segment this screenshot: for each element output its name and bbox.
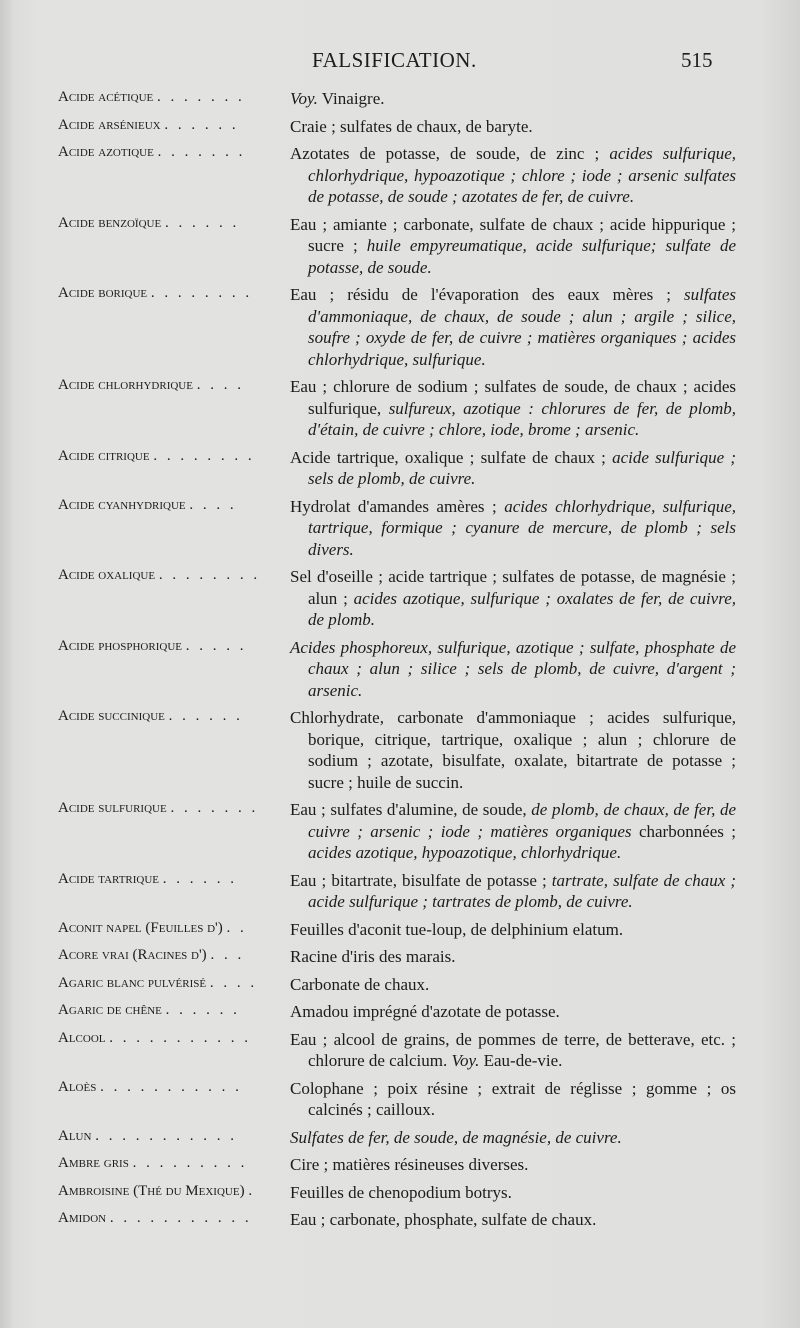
entry-leader-dots: . . . . . . . . [150,285,253,301]
definition-italic-segment: huile empyreumatique, acide sulfurique; sulfate de potasse, de soude. [308,236,736,277]
entry-leader-dots: . . . . [209,974,258,991]
entry-row [0,376,800,441]
entry-definition [290,496,736,561]
running-head: FALSIFICATION. [312,48,477,72]
definition-italic-segment: acide sulfurique ; sels de plomb, de cuivre. [308,447,737,488]
entry-definition [290,88,736,110]
entry-term [58,1030,283,1047]
entry-term [58,497,283,514]
entry-term [58,89,283,106]
entry-definition [290,447,736,490]
entry-leader-dots: . . . . . [185,637,247,654]
entry-row [0,1209,800,1231]
entry-definition [290,974,736,996]
entry-definition [290,919,736,941]
entry-leader-dots: . . . . . . . [157,144,246,160]
entry-definition [290,637,736,702]
entry-definition [290,799,736,864]
entry-row [0,1154,800,1176]
definition-italic-segment: acides sulfurique, chlorhydrique, hypoazotique ; chlore ; iode ; arsenic sulfates de potasse, de soude ; azotates de fer, de cuivre. [308,144,736,206]
definition-segment: Carbonate de chaux. [290,974,430,994]
entry-term-name: Acide arsénieux [58,116,161,133]
definition-segment: Eau ; bitartrate, bisulfate de potasse ; [290,870,552,890]
entry-definition [290,870,736,913]
entry-row [0,214,800,279]
entry-term [58,285,283,302]
entry-row [0,799,800,864]
entry-leader-dots: . . . . . . [162,870,238,887]
entry-row [0,946,800,968]
definition-segment: Racine d'iris des marais. [290,947,456,966]
entry-leader-dots: . . . . . . . . . [132,1155,248,1171]
definition-segment: Chlorhydrate, carbonate d'ammoniaque ; acides sulfurique, borique, citrique, tartrique, oxalique ; alun ; chlorure de sodium ; azotate, bisulfate, oxalate, bitartrate de potasse ; sucre ; huile de succin. [290,708,736,792]
definition-italic-segment: acides azotique, hypoazotique, chlorhydrique. [308,843,622,862]
entry-term [58,638,283,655]
definition-segment: Eau ; amiante ; carbonate, sulfate de chaux ; acide hippurique ; sucre ; [290,214,736,255]
entry-term-name: Aloès [58,1078,97,1095]
page-header [0,48,800,78]
entry-definition [290,143,736,208]
entry-term [58,377,283,394]
entry-leader-dots: . . . . [196,377,244,393]
entry-row [0,143,800,208]
entry-term [58,448,283,465]
entry-term-name: Acide chlorhydrique [58,377,193,393]
entry-term [58,1079,283,1096]
definition-segment: Craie ; sulfates de chaux, de baryte. [290,116,533,136]
entry-term [58,708,283,725]
entry-row [0,1001,800,1023]
entry-definition [290,1029,736,1072]
entry-leader-dots: . . . . . . . . . . . [109,1029,251,1046]
entry-leader-dots: . . . . . . . . [153,447,255,464]
entry-term-name: Alcool [58,1029,106,1046]
entry-term-name: Agaric de chêne [58,1002,162,1018]
definition-italic-segment: Sulfates de fer, de soude, de magnésie, de cuivre. [290,1127,622,1147]
entry-leader-dots: . . . . . . [164,214,240,231]
entry-definition [290,1001,736,1023]
definition-italic-segment: Acides phosphoreux, sulfurique, azotique ; sulfate, phosphate de chaux ; alun ; silice ; sels de plomb, de cuivre, d'argent ; arsenic. [290,637,736,700]
entry-leader-dots: . . . . . . [165,1002,240,1018]
definition-segment: Eau ; alcool de grains, de pommes de terre, de betterave, etc. ; chlorure de calcium. [290,1029,736,1070]
entry-term-name: Acide sulfurique [58,800,167,816]
entry-term-name: Acide phosphorique [58,637,182,654]
entry-definition [290,1154,736,1176]
entry-definition [290,566,736,631]
definition-segment: Eau ; sulfates d'alumine, de soude, [290,800,532,819]
definition-segment: Amadou imprégné d'azotate de potasse. [290,1002,560,1021]
definition-italic-segment: de plomb, de chaux, de fer, de cuivre ; arsenic ; iode ; matières organiques [308,800,736,841]
entry-row [0,116,800,138]
entry-term-name: Agaric blanc pulvérisé [58,974,207,991]
entry-term-name: Acore vrai (Racines d') [58,947,207,963]
entry-term-name: Ambroisine (Thé du Mexique) [58,1182,245,1199]
entry-leader-dots: . . . . . . . . . . . [109,1210,252,1226]
definition-segment: Colophane ; poix résine ; extrait de réglisse ; gomme ; os calcinés ; cailloux. [290,1078,736,1119]
entry-definition [290,707,736,793]
entry-leader-dots: . . [226,919,247,936]
definition-segment: charbonnées ; [631,821,736,841]
entry-term [58,975,283,992]
falsification-entries [0,88,800,1237]
entry-row [0,637,800,702]
definition-segment: Hydrolat d'amandes amères ; [290,496,505,516]
entry-term [58,947,283,964]
entry-term [58,567,283,584]
entry-term [58,1002,283,1019]
definition-segment: Acide tartrique, oxalique ; sulfate de chaux ; [290,447,613,467]
entry-leader-dots: . . . . . . . . [158,567,261,583]
entry-definition [290,1182,736,1204]
entry-term [58,117,283,134]
entry-row [0,496,800,561]
entry-term [58,1128,283,1145]
entry-term [58,920,283,937]
entry-term [58,1183,283,1200]
entry-term-name: Acide azotique [58,144,154,160]
entry-row [0,284,800,370]
entry-definition [290,1078,736,1121]
entry-row [0,1078,800,1121]
entry-definition [290,284,736,370]
definition-segment: Sel d'oseille ; acide tartrique ; sulfates de potasse, de magnésie ; alun ; [290,567,736,608]
entry-definition [290,214,736,279]
entry-term [58,1210,283,1227]
page-number: 515 [681,48,713,72]
definition-italic-segment: tartrate, sulfate de chaux ; acide sulfurique ; tartrates de plomb, de cuivre. [308,870,736,911]
entry-term-name: Ambre gris [58,1155,129,1171]
entry-term [58,871,283,888]
entry-term [58,800,283,817]
entry-term-name: Acide succinique [58,708,165,724]
definition-italic-segment: sulfureux, azotique : chlorures de fer, de plomb, d'étain, de cuivre ; chlore, iode, brome ; arsenic. [308,398,736,439]
definition-segment: Azotates de potasse, de soude, de zinc ; [290,144,610,163]
entry-row [0,1127,800,1149]
entry-row [0,974,800,996]
entry-term-name: Acide tartrique [58,870,160,887]
entry-term-name: Acide benzoïque [58,214,162,231]
definition-segment: Vinaigre. [317,89,385,108]
definition-italic-segment: acides azotique, sulfurique ; oxalates de fer, de cuivre, de plomb. [308,588,737,629]
definition-italic-segment: Voy. [451,1051,480,1070]
entry-term-name: Amidon [58,1210,107,1226]
definition-segment: Eau ; chlorure de sodium ; sulfates de soude, de chaux ; acides sulfurique, [290,377,736,418]
entry-term [58,144,283,161]
entry-definition [290,1209,736,1231]
definition-italic-segment: Voy. [290,89,318,108]
entry-leader-dots: . . . . . . . [170,800,259,816]
entry-leader-dots: . . . [210,947,245,963]
entry-row [0,447,800,490]
entry-definition [290,376,736,441]
entry-leader-dots: . . . . . . . . . . . [100,1078,242,1095]
entry-leader-dots: . . . . . . [164,116,239,133]
definition-segment: Feuilles d'aconit tue-loup, de delphinium elatum. [290,919,624,939]
entry-row [0,870,800,913]
definition-segment: Eau ; carbonate, phosphate, sulfate de chaux. [290,1210,597,1229]
entry-term-name: Acide borique [58,285,148,301]
definition-segment: Cire ; matières résineuses diverses. [290,1155,529,1174]
entry-leader-dots: . . . . . . . . . . . [95,1127,237,1144]
entry-row [0,88,800,110]
entry-row [0,919,800,941]
entry-term-name: Aconit napel (Feuilles d') [58,919,223,936]
entry-term [58,1155,283,1172]
entry-term [58,215,283,232]
definition-segment: Eau ; résidu de l'évaporation des eaux mères ; [290,285,685,304]
entry-term-name: Acide oxalique [58,567,156,583]
entry-definition [290,946,736,968]
entry-row [0,566,800,631]
entry-term-name: Acide acétique [58,89,154,105]
entry-row [0,707,800,793]
definition-segment: Feuilles de chenopodium botrys. [290,1182,512,1202]
entry-term-name: Alun [58,1127,92,1144]
entry-definition [290,1127,736,1149]
entry-leader-dots: . [248,1182,256,1199]
entry-definition [290,116,736,138]
definition-segment: Eau-de-vie. [479,1051,563,1070]
entry-leader-dots: . . . . . . . [157,89,245,105]
entry-term-name: Acide cyanhydrique [58,496,186,513]
entry-term-name: Acide citrique [58,447,150,464]
entry-row [0,1029,800,1072]
definition-italic-segment: acides chlorhydrique, sulfurique, tartrique, formique ; cyanure de mercure, de plomb ; sels divers. [308,496,736,559]
entry-leader-dots: . . . . [189,496,237,513]
entry-row [0,1182,800,1204]
definition-italic-segment: sulfates d'ammoniaque, de chaux, de soude ; alun ; argile ; silice, soufre ; oxyde de fer, de cuivre ; matières organiques ; acides chlorhydrique, sulfurique. [308,285,736,369]
entry-leader-dots: . . . . . . [168,708,243,724]
